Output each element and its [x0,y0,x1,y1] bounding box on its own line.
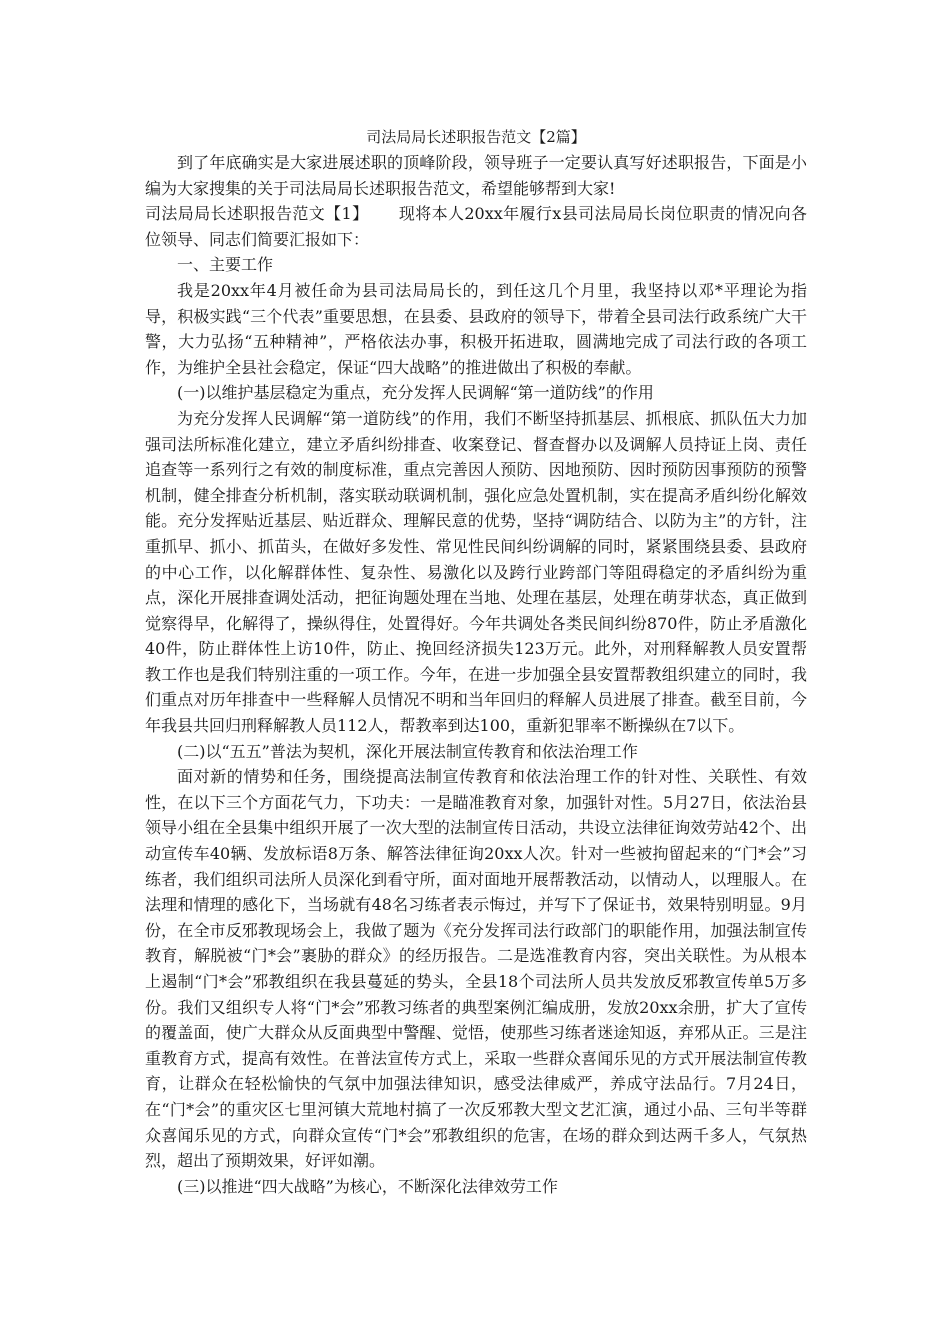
document-page [145,124,807,1199]
part-intro-paragraph [145,201,807,252]
document-title: 司法局局长述职报告范文【2篇】 [366,128,586,146]
section-heading-main-work: 一、主要工作 [177,255,274,275]
body-paragraph: 为充分发挥人民调解“第一道防线”的作用，我们不断坚持抓基层、抓根底、抓队伍大力加强司法所标准化建立，建立矛盾纠纷排查、收案登记、督查督办以及调解人员持证上岗、责任追查等一系列行之有效的制度标准，重点完善因人预防、因地预防、因时预防因事预防的预警机制，健全排查分析机制，落实联动联调机制，强化应急处置机制，实在提高矛盾纠纷化解效能。充分发挥贴近基层、贴近群众、理解民意的优势，坚持“调防结合、以防为主”的方针，注重抓早、抓小、抓苗头，在做好多发性、常见性民间纠纷调解的同时，紧紧围绕县委、县政府的中心工作，以化解群体性、复杂性、易激化以及跨行业跨部门等阻碍稳定的矛盾纠纷为重点，深化开展排查调处活动，把征询题处理在当地、处理在基层，处理在萌芽状态，真正做到觉察得早，化解得了，操纵得住，处置得好。今年共调处各类民间纠纷870件，防止矛盾激化40件，防止群体性上访10件，防止、挽回经济损失123万元。此外，对刑释解教人员安置帮教工作也是我们特别注重的一项工作。今年，在进一步加强全县安置帮教组织建立的同时，我们重点对历年排查中一些释解人员情况不明和当年回归的释解人员进展了排查。截至目前，今年我县共回归刑释解教人员112人，帮教率到达100，重新犯罪率不断操纵在7以下。 [145,408,807,736]
body-paragraph: 我是20xx年4月被任命为县司法局局长的，到任这几个月里，我坚持以邓*平理论为指导，积极实践“三个代表”重要思想，在县委、县政府的领导下，带着全县司法行政系统广大干警，大力弘扬“五种精神”，严格依法办事，积极开拓进取，圆满地完成了司法行政的各项工作，为维护全县社会稳定，保证“四大战略”的推进做出了积极的奉献。 [145,280,807,377]
body-paragraph: 面对新的情势和任务，围绕提高法制宣传教育和依法治理工作的针对性、关联性、有效性，在以下三个方面花气力，下功夫：一是瞄准教育对象，加强针对性。5月27日，依法治县领导小组在全县集中组织开展了一次大型的法制宣传日活动，共设立法律征询效劳站42个、出动宣传车40辆、发放标语8万条、解答法律征询20xx人次。针对一些被拘留起来的“门*会”习练者，我们组织司法所人员深化到看守所，面对面地开展帮教活动，以情动人，以理服人。在法理和情理的感化下，当场就有48名习练者表示悔过，并写下了保证书，效果特别明显。9月份，在全市反邪教现场会上，我做了题为《充分发挥司法行政部门的职能作用，加强法制宣传教育，解脱被“门*会”裹胁的群众》的经历报告。二是选准教育内容，突出关联性。为从根本上遏制“门*会”邪教组织在我县蔓延的势头，全县18个司法所人员共发放反邪教宣传单5万多份。我们又组织专人将“门*会”邪教习练者的典型案例汇编成册，发放20xx余册，扩大了宣传的覆盖面，使广大群众从反面典型中警醒、觉悟，使那些习练者迷途知返，弃邪从正。三是注重教育方式，提高有效性。在普法宣传方式上，采取一些群众喜闻乐见的方式开展法制宣传教育，让群众在轻松愉快的气氛中加强法律知识，感受法律威严，养成守法品行。7月24日，在“门*会”的重灾区七里河镇大荒地村搞了一次反邪教大型文艺汇演，通过小品、三句半等群众喜闻乐见的方式，向群众宣传“门*会”邪教组织的危害，在场的群众到达两千多人，气氛热烈，超出了预期效果，好评如潮。 [145,767,807,1171]
part-lead: 现将本人20xx年履行x县司法局局长岗位职责的情况向各位领导、同志们简要汇报如下： [145,204,807,249]
subheading-legal-services: (三)以推进“四大战略”为核心，不断深化法律效劳工作 [177,1176,558,1196]
subheading-mediation: (一)以维护基层稳定为重点，充分发挥人民调解“第一道防线”的作用 [177,383,654,403]
intro-paragraph: 到了年底确实是大家进展述职的顶峰阶段，领导班子一定要认真写好述职报告，下面是小编为大家搜集的关于司法局局长述职报告范文，希望能够帮到大家! [145,153,807,198]
subheading-legal-education: (二)以“五五”普法为契机，深化开展法制宣传教育和依法治理工作 [177,741,638,761]
part-label: 司法局局长述职报告范文【1】 [145,204,369,224]
